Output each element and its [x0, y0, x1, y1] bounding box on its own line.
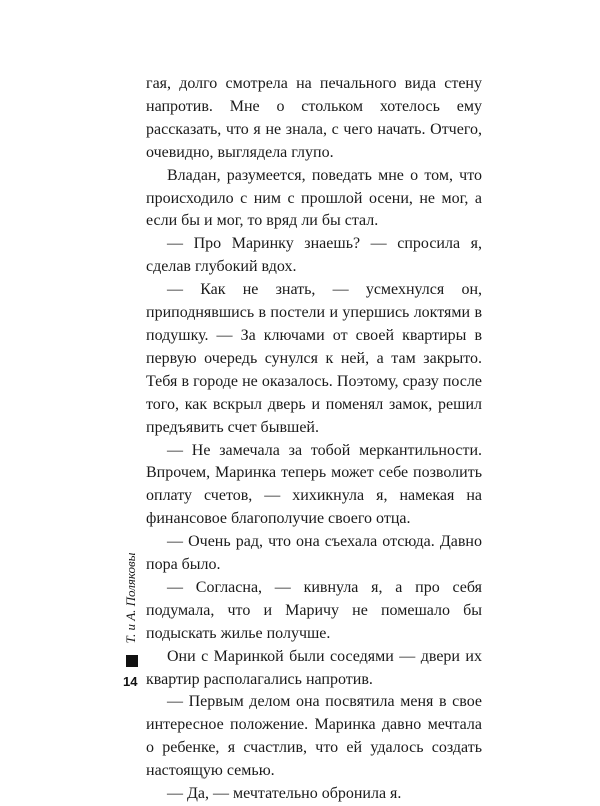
page-sidebar: [120, 552, 150, 695]
paragraph-10: — Да, — мечтательно обронила я.: [167, 785, 402, 803]
paragraph-7: — Согласна, — кивнула я, а про себя подумала, что и Маричу не помешало бы подыскать жилье получше.: [146, 578, 482, 642]
paragraph-5: — Не замечала за тобой меркантильности. Впрочем, Маринка теперь может себе позволить оплату счетов, — хихикнула я, намекая на финансовое благополучие своего отца.: [146, 441, 482, 528]
section-marker: [126, 655, 138, 667]
paragraph-9: — Первым делом она посвятила меня в свое интересное положение. Маринка давно мечтала о ребенке, я счастлив, что ей удалось создать настоящую семью.: [146, 693, 482, 780]
paragraph-6: — Очень рад, что она съехала отсюда. Давно пора было.: [146, 533, 482, 574]
paragraph-8: Они с Маринкой были соседями — двери их квартир располагались напротив.: [146, 647, 482, 688]
paragraph-3: — Про Маринку знаешь? — спросила я, сделав глубокий вдох.: [146, 235, 482, 276]
paragraph-2: Владан, разумеется, поведать мне о том, что происходило с ним с прошлой осени, не мог, а если бы и мог, то вряд ли бы стал.: [146, 166, 482, 230]
page-number: 14: [123, 674, 138, 689]
paragraph-4: — Как не знать, — усмехнулся он, приподнявшись в постели и упершись локтями в подушку. — За ключами от своей квартиры в первую очередь сунулся к ней, а там закрыто. Тебя в городе не оказалось. Поэтому, сразу после того, как вскрыл дверь и поменял замок, решил предъявить счет бывшей.: [146, 281, 482, 436]
body-text: [146, 73, 482, 806]
running-head: Т. и А. Поляковы: [123, 552, 138, 644]
paragraph-1: гая, долго смотрела на печального вида стену напротив. Мне о стольком хотелось ему рассказать, что я не знала, с чего начать. Отчего, очевидно, выглядела глупо.: [146, 75, 482, 161]
